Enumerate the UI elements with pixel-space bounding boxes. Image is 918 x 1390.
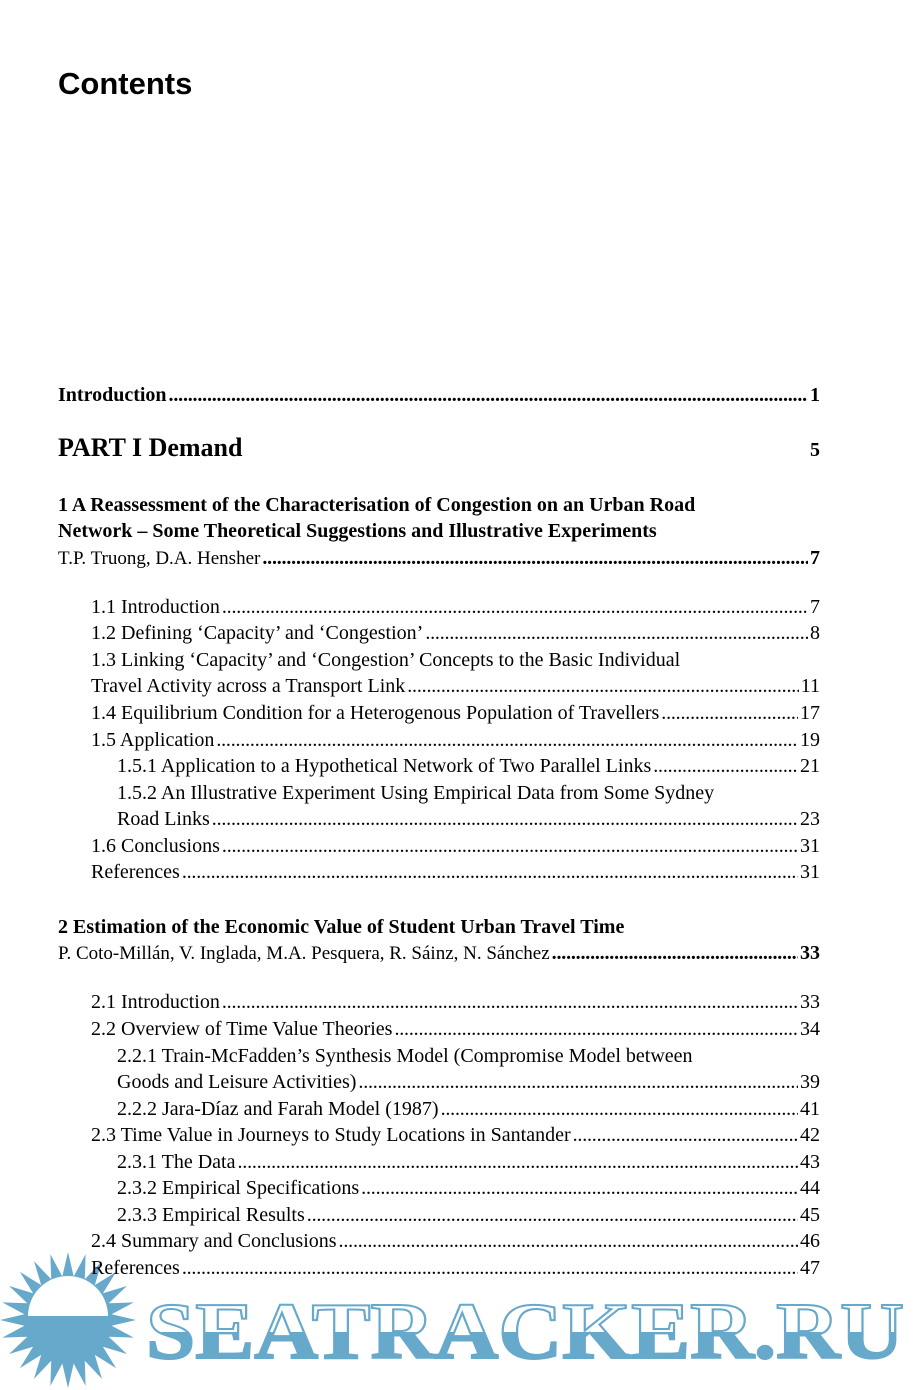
entry-title: Goods and Leisure Activities) xyxy=(117,1071,357,1093)
entry-title: References xyxy=(91,861,180,883)
chapter-title-line[interactable] xyxy=(58,492,820,518)
dot-leader xyxy=(222,989,798,1015)
dot-leader xyxy=(573,1122,798,1148)
entry-title: 1.5.2 An Illustrative Experiment Using Empirical Data from Some Sydney xyxy=(117,782,715,804)
toc-part-heading[interactable] xyxy=(58,431,820,465)
toc-entry-section[interactable] xyxy=(91,989,820,1015)
page-number: 31 xyxy=(800,835,820,857)
page-number: 47 xyxy=(800,1257,820,1279)
toc-entry-section[interactable] xyxy=(117,753,820,779)
chapter-authors-entry[interactable] xyxy=(58,940,820,966)
toc-entry-section[interactable] xyxy=(91,647,820,673)
toc-entry-section[interactable] xyxy=(91,594,820,620)
part-title: PART I Demand xyxy=(58,433,243,462)
page-number: 7 xyxy=(810,596,820,618)
page-number: 19 xyxy=(800,729,820,751)
entry-title: P. Coto-Millán, V. Inglada, M.A. Pesquera, R. Sáinz, N. Sánchez xyxy=(58,943,550,964)
page-number: 21 xyxy=(800,755,820,777)
page-number: 45 xyxy=(800,1204,820,1226)
dot-leader xyxy=(552,940,798,966)
entry-title: 2.2.1 Train-McFadden’s Synthesis Model (Compromise Model between xyxy=(117,1045,693,1067)
toc-entry-section[interactable] xyxy=(91,727,820,753)
toc-entry-section[interactable] xyxy=(91,1016,820,1042)
page-number: 33 xyxy=(800,942,820,964)
page-title: Contents xyxy=(58,66,193,101)
toc-entry-section[interactable] xyxy=(91,1228,820,1254)
page-number: 5 xyxy=(810,439,820,461)
toc-entry-section[interactable] xyxy=(117,1149,820,1175)
dot-leader xyxy=(238,1149,799,1175)
dot-leader xyxy=(661,700,798,726)
dot-leader xyxy=(339,1228,798,1254)
chapter-title-line[interactable] xyxy=(58,518,820,544)
page-number: 31 xyxy=(800,861,820,883)
toc-entry-section[interactable] xyxy=(117,1043,820,1069)
toc-entry-section[interactable] xyxy=(117,806,820,832)
dot-leader xyxy=(262,545,808,571)
page-number: 39 xyxy=(800,1071,820,1093)
entry-title: 2.3.1 The Data xyxy=(117,1151,236,1173)
dot-leader xyxy=(216,727,798,753)
dot-leader xyxy=(361,1175,798,1201)
toc-entry-section[interactable] xyxy=(117,1096,820,1122)
dot-leader xyxy=(407,673,798,699)
toc-entry-section[interactable] xyxy=(91,620,820,646)
dot-leader xyxy=(653,753,798,779)
toc-entry-section[interactable] xyxy=(91,700,820,726)
chapter-title: Network – Some Theoretical Suggestions and Illustrative Experiments xyxy=(58,520,657,542)
page-number: 46 xyxy=(800,1230,820,1252)
chapter-title: 2 Estimation of the Economic Value of Student Urban Travel Time xyxy=(58,916,625,938)
dot-leader xyxy=(425,620,808,646)
page-number: 42 xyxy=(800,1124,820,1146)
watermark-text: SEATRACKER.RU xyxy=(146,1288,904,1376)
entry-title: 2.3 Time Value in Journeys to Study Locations in Santander xyxy=(91,1124,571,1146)
page-number: 8 xyxy=(810,622,820,644)
page-number: 34 xyxy=(800,1018,820,1040)
entry-title: 1.4 Equilibrium Condition for a Heterogenous Population of Travellers xyxy=(91,702,660,724)
entry-title: Travel Activity across a Transport Link xyxy=(91,675,406,697)
entry-title: 2.4 Summary and Conclusions xyxy=(91,1230,337,1252)
toc-entry-section[interactable] xyxy=(117,1069,820,1095)
toc-entry-section[interactable] xyxy=(91,1122,820,1148)
chapter-authors-entry[interactable] xyxy=(58,545,820,571)
entry-title: 2.2 Overview of Time Value Theories xyxy=(91,1018,393,1040)
dot-leader xyxy=(212,806,798,832)
chapter-title: 1 A Reassessment of the Characterisation of Congestion on an Urban Road xyxy=(58,494,696,516)
toc-entry-section[interactable] xyxy=(91,859,820,885)
toc-entry-section[interactable] xyxy=(91,673,820,699)
entry-title: 2.3.3 Empirical Results xyxy=(117,1204,305,1226)
entry-title: References xyxy=(91,1257,180,1279)
entry-title: Introduction xyxy=(58,384,167,406)
page-number: 33 xyxy=(800,991,820,1013)
toc-entry-section[interactable] xyxy=(117,1202,820,1228)
entry-title: 1.5 Application xyxy=(91,729,215,751)
dot-leader xyxy=(222,594,808,620)
entry-title: 2.1 Introduction xyxy=(91,991,220,1013)
dot-leader xyxy=(182,1255,798,1281)
dot-leader xyxy=(358,1069,798,1095)
entry-title: 2.2.2 Jara-Díaz and Farah Model (1987) xyxy=(117,1098,439,1120)
dot-leader xyxy=(307,1202,798,1228)
page-number: 7 xyxy=(810,547,820,569)
entry-title: 1.3 Linking ‘Capacity’ and ‘Congestion’ Concepts to the Basic Individual xyxy=(91,649,681,671)
toc-entry-introduction[interactable] xyxy=(58,382,820,408)
dot-leader xyxy=(441,1096,798,1122)
page-number: 17 xyxy=(800,702,820,724)
toc-entry-section[interactable] xyxy=(117,780,820,806)
page-number: 43 xyxy=(800,1151,820,1173)
page-number: 11 xyxy=(800,675,820,697)
entry-title: 1.6 Conclusions xyxy=(91,835,220,857)
chapter-title-line[interactable] xyxy=(58,914,820,940)
toc-entry-section[interactable] xyxy=(91,833,820,859)
dot-leader xyxy=(182,859,798,885)
entry-title: T.P. Truong, D.A. Hensher xyxy=(58,548,261,569)
toc-entry-section[interactable] xyxy=(117,1175,820,1201)
entry-title: 2.3.2 Empirical Specifications xyxy=(117,1177,360,1199)
entry-title: Road Links xyxy=(117,808,210,830)
page-number: 41 xyxy=(800,1098,820,1120)
page-number: 23 xyxy=(800,808,820,830)
watermark-logo xyxy=(0,1286,918,1386)
toc-entry-section[interactable] xyxy=(91,1255,820,1281)
entry-title: 1.5.1 Application to a Hypothetical Network of Two Parallel Links xyxy=(117,755,652,777)
page-number: 44 xyxy=(800,1177,820,1199)
dot-leader xyxy=(169,382,808,408)
entry-title: 1.2 Defining ‘Capacity’ and ‘Congestion’ xyxy=(91,622,424,644)
dot-leader xyxy=(222,833,798,859)
dot-leader xyxy=(394,1016,798,1042)
page-number: 1 xyxy=(810,384,820,406)
entry-title: 1.1 Introduction xyxy=(91,596,220,618)
